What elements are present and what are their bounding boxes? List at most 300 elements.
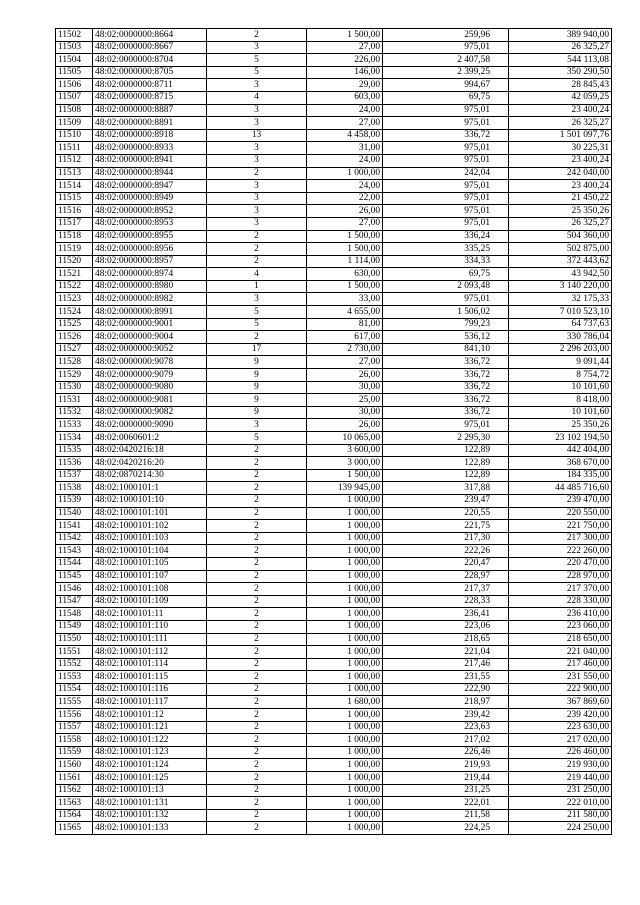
row-number-cell: 11504 bbox=[56, 54, 93, 67]
table-row bbox=[56, 444, 612, 457]
category-cell: 3 bbox=[207, 217, 307, 230]
cadastral-value-cell: 25 350,26 bbox=[509, 419, 612, 432]
row-number-cell: 11540 bbox=[56, 507, 93, 520]
row-number-cell: 11503 bbox=[56, 41, 93, 54]
table-row bbox=[56, 205, 612, 218]
cadastral-value-cell: 23 102 194,50 bbox=[509, 432, 612, 445]
cadastral-number-cell: 48:02:1000101:110 bbox=[93, 620, 207, 633]
row-number-cell: 11555 bbox=[56, 696, 93, 709]
cadastral-value-cell: 217 300,00 bbox=[509, 532, 612, 545]
cadastral-value-cell: 26 325,27 bbox=[509, 41, 612, 54]
cadastral-value-cell: 64 737,63 bbox=[509, 318, 612, 331]
category-cell: 2 bbox=[207, 646, 307, 659]
row-number-cell: 11542 bbox=[56, 532, 93, 545]
table-row bbox=[56, 54, 612, 67]
area-cell: 1 000,00 bbox=[307, 646, 383, 659]
cadastral-value-cell: 228 330,00 bbox=[509, 595, 612, 608]
rate-cell: 975,01 bbox=[383, 419, 509, 432]
row-number-cell: 11562 bbox=[56, 784, 93, 797]
cadastral-value-cell: 217 370,00 bbox=[509, 583, 612, 596]
cadastral-value-cell: 222 010,00 bbox=[509, 797, 612, 810]
row-number-cell: 11513 bbox=[56, 167, 93, 180]
rate-cell: 336,72 bbox=[383, 381, 509, 394]
table-row bbox=[56, 520, 612, 533]
row-number-cell: 11537 bbox=[56, 469, 93, 482]
area-cell: 4 655,00 bbox=[307, 306, 383, 319]
row-number-cell: 11515 bbox=[56, 192, 93, 205]
category-cell: 2 bbox=[207, 784, 307, 797]
cadastral-value-cell: 221 750,00 bbox=[509, 520, 612, 533]
category-cell: 2 bbox=[207, 494, 307, 507]
cadastral-value-cell: 3 140 220,00 bbox=[509, 280, 612, 293]
row-number-cell: 11527 bbox=[56, 343, 93, 356]
area-cell: 31,00 bbox=[307, 142, 383, 155]
category-cell: 5 bbox=[207, 432, 307, 445]
area-cell: 29,00 bbox=[307, 79, 383, 92]
cadastral-number-cell: 48:02:0000000:8715 bbox=[93, 91, 207, 104]
cadastral-number-cell: 48:02:1000101:101 bbox=[93, 507, 207, 520]
rate-cell: 219,44 bbox=[383, 772, 509, 785]
cadastral-number-cell: 48:02:1000101:107 bbox=[93, 570, 207, 583]
table-row bbox=[56, 419, 612, 432]
table-row bbox=[56, 784, 612, 797]
table-row bbox=[56, 255, 612, 268]
cadastral-number-cell: 48:02:0000000:9082 bbox=[93, 406, 207, 419]
cadastral-number-cell: 48:02:0000000:8891 bbox=[93, 117, 207, 130]
rate-cell: 221,04 bbox=[383, 646, 509, 659]
cadastral-value-cell: 223 630,00 bbox=[509, 721, 612, 734]
row-number-cell: 11509 bbox=[56, 117, 93, 130]
area-cell: 2 730,00 bbox=[307, 343, 383, 356]
cadastral-value-cell: 184 335,00 bbox=[509, 469, 612, 482]
table-row bbox=[56, 167, 612, 180]
table-row bbox=[56, 809, 612, 822]
row-number-cell: 11538 bbox=[56, 482, 93, 495]
cadastral-number-cell: 48:02:1000101:104 bbox=[93, 545, 207, 558]
category-cell: 2 bbox=[207, 331, 307, 344]
cadastral-value-cell: 219 930,00 bbox=[509, 759, 612, 772]
row-number-cell: 11545 bbox=[56, 570, 93, 583]
category-cell: 2 bbox=[207, 633, 307, 646]
cadastral-value-cell: 23 400,24 bbox=[509, 104, 612, 117]
row-number-cell: 11522 bbox=[56, 280, 93, 293]
category-cell: 2 bbox=[207, 721, 307, 734]
table-row bbox=[56, 180, 612, 193]
category-cell: 9 bbox=[207, 394, 307, 407]
rate-cell: 236,41 bbox=[383, 608, 509, 621]
cadastral-number-cell: 48:02:0000000:9090 bbox=[93, 419, 207, 432]
rate-cell: 122,89 bbox=[383, 457, 509, 470]
table-row bbox=[56, 557, 612, 570]
cadastral-number-cell: 48:02:0060601:2 bbox=[93, 432, 207, 445]
category-cell: 2 bbox=[207, 482, 307, 495]
cadastral-number-cell: 48:02:0000000:9079 bbox=[93, 369, 207, 382]
table-row bbox=[56, 243, 612, 256]
category-cell: 2 bbox=[207, 570, 307, 583]
cadastral-value-cell: 231 250,00 bbox=[509, 784, 612, 797]
row-number-cell: 11554 bbox=[56, 683, 93, 696]
row-number-cell: 11517 bbox=[56, 217, 93, 230]
category-cell: 2 bbox=[207, 671, 307, 684]
area-cell: 24,00 bbox=[307, 154, 383, 167]
area-cell: 3 000,00 bbox=[307, 457, 383, 470]
category-cell: 3 bbox=[207, 180, 307, 193]
row-number-cell: 11563 bbox=[56, 797, 93, 810]
area-cell: 1 500,00 bbox=[307, 230, 383, 243]
row-number-cell: 11521 bbox=[56, 268, 93, 281]
category-cell: 3 bbox=[207, 154, 307, 167]
table-row bbox=[56, 394, 612, 407]
row-number-cell: 11559 bbox=[56, 746, 93, 759]
table-row bbox=[56, 117, 612, 130]
rate-cell: 223,06 bbox=[383, 620, 509, 633]
rate-cell: 231,55 bbox=[383, 671, 509, 684]
rate-cell: 799,23 bbox=[383, 318, 509, 331]
rate-cell: 975,01 bbox=[383, 293, 509, 306]
cadastral-value-cell: 372 443,62 bbox=[509, 255, 612, 268]
row-number-cell: 11508 bbox=[56, 104, 93, 117]
row-number-cell: 11565 bbox=[56, 822, 93, 835]
table-row bbox=[56, 41, 612, 54]
category-cell: 2 bbox=[207, 243, 307, 256]
table-row bbox=[56, 620, 612, 633]
area-cell: 24,00 bbox=[307, 180, 383, 193]
table-row bbox=[56, 104, 612, 117]
table-row bbox=[56, 293, 612, 306]
rate-cell: 242,04 bbox=[383, 167, 509, 180]
rate-cell: 222,90 bbox=[383, 683, 509, 696]
table-row bbox=[56, 671, 612, 684]
category-cell: 2 bbox=[207, 595, 307, 608]
area-cell: 22,00 bbox=[307, 192, 383, 205]
table-row bbox=[56, 280, 612, 293]
row-number-cell: 11526 bbox=[56, 331, 93, 344]
area-cell: 1 000,00 bbox=[307, 608, 383, 621]
rate-cell: 217,30 bbox=[383, 532, 509, 545]
cadastral-value-cell: 26 325,27 bbox=[509, 117, 612, 130]
cadastral-value-cell: 220 470,00 bbox=[509, 557, 612, 570]
cadastral-value-cell: 222 260,00 bbox=[509, 545, 612, 558]
rate-cell: 336,72 bbox=[383, 356, 509, 369]
cadastral-number-cell: 48:02:0000000:8955 bbox=[93, 230, 207, 243]
area-cell: 630,00 bbox=[307, 268, 383, 281]
row-number-cell: 11505 bbox=[56, 66, 93, 79]
row-number-cell: 11534 bbox=[56, 432, 93, 445]
table-row bbox=[56, 432, 612, 445]
table-row bbox=[56, 734, 612, 747]
category-cell: 2 bbox=[207, 507, 307, 520]
cadastral-value-cell: 239 420,00 bbox=[509, 709, 612, 722]
table-row bbox=[56, 79, 612, 92]
cadastral-value-cell: 502 875,00 bbox=[509, 243, 612, 256]
table-row bbox=[56, 721, 612, 734]
area-cell: 1 680,00 bbox=[307, 696, 383, 709]
area-cell: 226,00 bbox=[307, 54, 383, 67]
cadastral-number-cell: 48:02:1000101:109 bbox=[93, 595, 207, 608]
row-number-cell: 11532 bbox=[56, 406, 93, 419]
cadastral-value-cell: 44 485 716,60 bbox=[509, 482, 612, 495]
area-cell: 1 000,00 bbox=[307, 658, 383, 671]
cadastral-number-cell: 48:02:0000000:8980 bbox=[93, 280, 207, 293]
area-cell: 603,00 bbox=[307, 91, 383, 104]
area-cell: 1 000,00 bbox=[307, 633, 383, 646]
area-cell: 1 000,00 bbox=[307, 772, 383, 785]
rate-cell: 1 506,02 bbox=[383, 306, 509, 319]
row-number-cell: 11553 bbox=[56, 671, 93, 684]
category-cell: 2 bbox=[207, 167, 307, 180]
area-cell: 81,00 bbox=[307, 318, 383, 331]
row-number-cell: 11549 bbox=[56, 620, 93, 633]
cadastral-value-cell: 8 418,00 bbox=[509, 394, 612, 407]
area-cell: 26,00 bbox=[307, 369, 383, 382]
rate-cell: 231,25 bbox=[383, 784, 509, 797]
cadastral-number-cell: 48:02:1000101:133 bbox=[93, 822, 207, 835]
table-row bbox=[56, 91, 612, 104]
area-cell: 1 000,00 bbox=[307, 494, 383, 507]
row-number-cell: 11520 bbox=[56, 255, 93, 268]
cadastral-number-cell: 48:02:1000101:108 bbox=[93, 583, 207, 596]
rate-cell: 220,47 bbox=[383, 557, 509, 570]
category-cell: 2 bbox=[207, 734, 307, 747]
category-cell: 13 bbox=[207, 129, 307, 142]
category-cell: 2 bbox=[207, 658, 307, 671]
category-cell: 2 bbox=[207, 457, 307, 470]
area-cell: 24,00 bbox=[307, 104, 383, 117]
area-cell: 1 500,00 bbox=[307, 243, 383, 256]
area-cell: 1 000,00 bbox=[307, 671, 383, 684]
category-cell: 3 bbox=[207, 79, 307, 92]
cadastral-value-cell: 9 091,44 bbox=[509, 356, 612, 369]
category-cell: 3 bbox=[207, 192, 307, 205]
category-cell: 17 bbox=[207, 343, 307, 356]
cadastral-number-cell: 48:02:1000101:121 bbox=[93, 721, 207, 734]
area-cell: 1 000,00 bbox=[307, 557, 383, 570]
cadastral-number-cell: 48:02:1000101:131 bbox=[93, 797, 207, 810]
cadastral-number-cell: 48:02:0000000:8974 bbox=[93, 268, 207, 281]
rate-cell: 536,12 bbox=[383, 331, 509, 344]
row-number-cell: 11535 bbox=[56, 444, 93, 457]
area-cell: 1 000,00 bbox=[307, 759, 383, 772]
category-cell: 2 bbox=[207, 557, 307, 570]
category-cell: 2 bbox=[207, 797, 307, 810]
cadastral-value-cell: 221 040,00 bbox=[509, 646, 612, 659]
cadastral-value-cell: 504 360,00 bbox=[509, 230, 612, 243]
cadastral-number-cell: 48:02:0000000:8991 bbox=[93, 306, 207, 319]
rate-cell: 336,72 bbox=[383, 369, 509, 382]
rate-cell: 2 399,25 bbox=[383, 66, 509, 79]
rate-cell: 69,75 bbox=[383, 91, 509, 104]
cadastral-value-cell: 32 175,33 bbox=[509, 293, 612, 306]
cadastral-value-cell: 224 250,00 bbox=[509, 822, 612, 835]
rate-cell: 975,01 bbox=[383, 41, 509, 54]
cadastral-number-cell: 48:02:0000000:8944 bbox=[93, 167, 207, 180]
table-row bbox=[56, 696, 612, 709]
table-row bbox=[56, 633, 612, 646]
category-cell: 3 bbox=[207, 205, 307, 218]
cadastral-value-cell: 236 410,00 bbox=[509, 608, 612, 621]
rate-cell: 221,75 bbox=[383, 520, 509, 533]
cadastral-number-cell: 48:02:1000101:123 bbox=[93, 746, 207, 759]
area-cell: 25,00 bbox=[307, 394, 383, 407]
cadastral-number-cell: 48:02:0000000:9052 bbox=[93, 343, 207, 356]
table-row bbox=[56, 658, 612, 671]
table-row bbox=[56, 129, 612, 142]
cadastral-value-cell: 21 450,22 bbox=[509, 192, 612, 205]
table-row bbox=[56, 709, 612, 722]
area-cell: 1 000,00 bbox=[307, 507, 383, 520]
rate-cell: 218,65 bbox=[383, 633, 509, 646]
category-cell: 2 bbox=[207, 520, 307, 533]
rate-cell: 975,01 bbox=[383, 117, 509, 130]
rate-cell: 2 093,48 bbox=[383, 280, 509, 293]
table-row bbox=[56, 797, 612, 810]
row-number-cell: 11551 bbox=[56, 646, 93, 659]
row-number-cell: 11507 bbox=[56, 91, 93, 104]
cadastral-value-cell: 368 670,00 bbox=[509, 457, 612, 470]
cadastral-value-cell: 218 650,00 bbox=[509, 633, 612, 646]
rate-cell: 841,10 bbox=[383, 343, 509, 356]
area-cell: 26,00 bbox=[307, 419, 383, 432]
cadastral-value-cell: 28 845,43 bbox=[509, 79, 612, 92]
row-number-cell: 11561 bbox=[56, 772, 93, 785]
table-row bbox=[56, 318, 612, 331]
row-number-cell: 11510 bbox=[56, 129, 93, 142]
table-row bbox=[56, 545, 612, 558]
row-number-cell: 11557 bbox=[56, 721, 93, 734]
rate-cell: 975,01 bbox=[383, 180, 509, 193]
category-cell: 9 bbox=[207, 406, 307, 419]
category-cell: 5 bbox=[207, 318, 307, 331]
rate-cell: 259,96 bbox=[383, 29, 509, 42]
cadastral-number-cell: 48:02:1000101:11 bbox=[93, 608, 207, 621]
area-cell: 1 000,00 bbox=[307, 784, 383, 797]
rate-cell: 975,01 bbox=[383, 205, 509, 218]
area-cell: 3 600,00 bbox=[307, 444, 383, 457]
cadastral-value-cell: 367 869,60 bbox=[509, 696, 612, 709]
cadastral-number-cell: 48:02:0000000:9078 bbox=[93, 356, 207, 369]
category-cell: 2 bbox=[207, 809, 307, 822]
table-row bbox=[56, 381, 612, 394]
cadastral-number-cell: 48:02:1000101:124 bbox=[93, 759, 207, 772]
cadastral-number-cell: 48:02:0000000:8933 bbox=[93, 142, 207, 155]
area-cell: 1 000,00 bbox=[307, 545, 383, 558]
cadastral-number-cell: 48:02:0000000:8947 bbox=[93, 180, 207, 193]
category-cell: 2 bbox=[207, 696, 307, 709]
cadastral-number-cell: 48:02:1000101:122 bbox=[93, 734, 207, 747]
area-cell: 30,00 bbox=[307, 381, 383, 394]
table-row bbox=[56, 482, 612, 495]
area-cell: 30,00 bbox=[307, 406, 383, 419]
rate-cell: 220,55 bbox=[383, 507, 509, 520]
rate-cell: 335,25 bbox=[383, 243, 509, 256]
cadastral-value-cell: 330 786,04 bbox=[509, 331, 612, 344]
category-cell: 3 bbox=[207, 117, 307, 130]
row-number-cell: 11546 bbox=[56, 583, 93, 596]
row-number-cell: 11530 bbox=[56, 381, 93, 394]
rate-cell: 334,33 bbox=[383, 255, 509, 268]
category-cell: 2 bbox=[207, 709, 307, 722]
area-cell: 1 500,00 bbox=[307, 280, 383, 293]
table-row bbox=[56, 759, 612, 772]
table-row bbox=[56, 646, 612, 659]
cadastral-value-cell: 43 942,50 bbox=[509, 268, 612, 281]
cadastral-value-cell: 239 470,00 bbox=[509, 494, 612, 507]
cadastral-value-table bbox=[55, 28, 612, 835]
cadastral-number-cell: 48:02:1000101:105 bbox=[93, 557, 207, 570]
cadastral-number-cell: 48:02:1000101:10 bbox=[93, 494, 207, 507]
area-cell: 1 000,00 bbox=[307, 167, 383, 180]
area-cell: 1 000,00 bbox=[307, 532, 383, 545]
cadastral-value-cell: 223 060,00 bbox=[509, 620, 612, 633]
category-cell: 3 bbox=[207, 419, 307, 432]
rate-cell: 975,01 bbox=[383, 192, 509, 205]
cadastral-number-cell: 48:02:0000000:8887 bbox=[93, 104, 207, 117]
row-number-cell: 11523 bbox=[56, 293, 93, 306]
row-number-cell: 11514 bbox=[56, 180, 93, 193]
category-cell: 5 bbox=[207, 54, 307, 67]
rate-cell: 336,72 bbox=[383, 394, 509, 407]
cadastral-number-cell: 48:02:1000101:12 bbox=[93, 709, 207, 722]
table-row bbox=[56, 230, 612, 243]
rate-cell: 2 295,30 bbox=[383, 432, 509, 445]
cadastral-number-cell: 48:02:0420216:20 bbox=[93, 457, 207, 470]
cadastral-number-cell: 48:02:1000101:102 bbox=[93, 520, 207, 533]
rate-cell: 218,97 bbox=[383, 696, 509, 709]
table-row bbox=[56, 406, 612, 419]
cadastral-value-cell: 1 501 097,76 bbox=[509, 129, 612, 142]
rate-cell: 69,75 bbox=[383, 268, 509, 281]
table-row bbox=[56, 583, 612, 596]
area-cell: 617,00 bbox=[307, 331, 383, 344]
rate-cell: 222,26 bbox=[383, 545, 509, 558]
area-cell: 1 000,00 bbox=[307, 620, 383, 633]
cadastral-number-cell: 48:02:1000101:111 bbox=[93, 633, 207, 646]
cadastral-number-cell: 48:02:0000000:9081 bbox=[93, 394, 207, 407]
cadastral-number-cell: 48:02:0000000:8952 bbox=[93, 205, 207, 218]
table-row bbox=[56, 331, 612, 344]
cadastral-number-cell: 48:02:0000000:8956 bbox=[93, 243, 207, 256]
category-cell: 2 bbox=[207, 230, 307, 243]
row-number-cell: 11525 bbox=[56, 318, 93, 331]
rate-cell: 224,25 bbox=[383, 822, 509, 835]
category-cell: 2 bbox=[207, 772, 307, 785]
rate-cell: 975,01 bbox=[383, 154, 509, 167]
cadastral-value-cell: 217 020,00 bbox=[509, 734, 612, 747]
category-cell: 1 bbox=[207, 280, 307, 293]
rate-cell: 2 407,58 bbox=[383, 54, 509, 67]
cadastral-number-cell: 48:02:0000000:8941 bbox=[93, 154, 207, 167]
area-cell: 1 000,00 bbox=[307, 709, 383, 722]
row-number-cell: 11560 bbox=[56, 759, 93, 772]
category-cell: 2 bbox=[207, 759, 307, 772]
rate-cell: 219,93 bbox=[383, 759, 509, 772]
cadastral-number-cell: 48:02:0420216:18 bbox=[93, 444, 207, 457]
table-row bbox=[56, 217, 612, 230]
table-row bbox=[56, 507, 612, 520]
row-number-cell: 11536 bbox=[56, 457, 93, 470]
category-cell: 2 bbox=[207, 444, 307, 457]
cadastral-number-cell: 48:02:0000000:8664 bbox=[93, 29, 207, 42]
cadastral-value-cell: 7 010 523,10 bbox=[509, 306, 612, 319]
area-cell: 146,00 bbox=[307, 66, 383, 79]
area-cell: 1 114,00 bbox=[307, 255, 383, 268]
cadastral-number-cell: 48:02:1000101:114 bbox=[93, 658, 207, 671]
cadastral-value-cell: 2 296 203,00 bbox=[509, 343, 612, 356]
area-cell: 1 000,00 bbox=[307, 797, 383, 810]
row-number-cell: 11539 bbox=[56, 494, 93, 507]
table-row bbox=[56, 369, 612, 382]
category-cell: 2 bbox=[207, 822, 307, 835]
